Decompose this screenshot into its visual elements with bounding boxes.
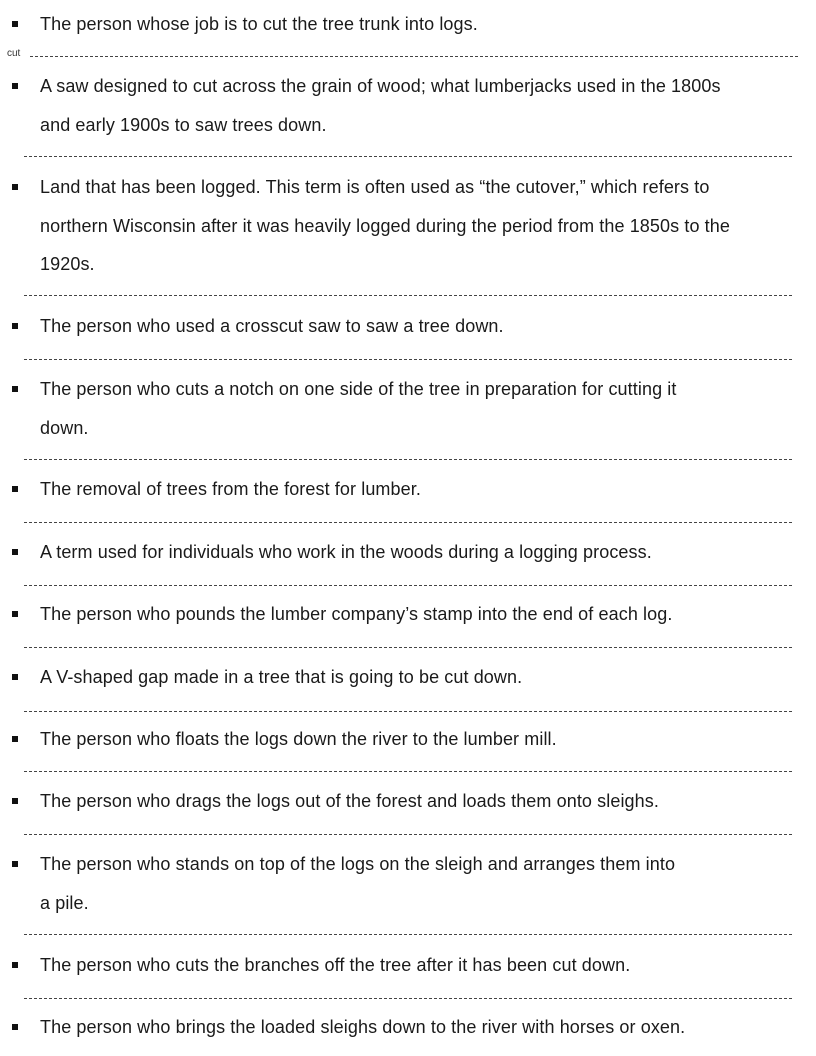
dashed-cut-line — [24, 522, 792, 523]
dashed-cut-line — [24, 711, 792, 712]
definition-text: The removal of trees from the forest for lumber. — [40, 479, 421, 499]
bullet-icon — [12, 549, 18, 555]
bullet-icon — [12, 486, 18, 492]
definition-text: The person who used a crosscut saw to saw a tree down. — [40, 316, 504, 336]
bullet-icon — [12, 1024, 18, 1030]
bullet-icon — [12, 611, 18, 617]
dashed-cut-line — [24, 647, 792, 648]
definition-text: The person who floats the logs down the river to the lumber mill. — [40, 729, 557, 749]
definition-text: The person who cuts the branches off the tree after it has been cut down. — [40, 955, 631, 975]
dashed-cut-line — [24, 585, 792, 586]
bullet-icon — [12, 323, 18, 329]
dashed-cut-line — [24, 771, 792, 772]
bullet-icon — [12, 184, 18, 190]
bullet-icon — [12, 861, 18, 867]
dashed-cut-line — [24, 359, 792, 360]
dashed-cut-line — [24, 998, 792, 999]
bullet-icon — [12, 386, 18, 392]
definition-text: A V-shaped gap made in a tree that is going to be cut down. — [40, 667, 523, 687]
definition-text: The person who brings the loaded sleighs down to the river with horses or oxen. — [40, 1017, 686, 1037]
bullet-icon — [12, 962, 18, 968]
dashed-cut-line — [30, 56, 798, 57]
cut-line-label: cut — [7, 48, 21, 59]
definition-text: A term used for individuals who work in the woods during a logging process. — [40, 542, 652, 562]
bullet-icon — [12, 674, 18, 680]
dashed-cut-line — [24, 156, 792, 157]
definition-text: The person who stands on top of the logs on the sleigh and arranges them into a pile. — [40, 854, 676, 913]
dashed-cut-line — [24, 834, 792, 835]
definition-text: The person who pounds the lumber company’s stamp into the end of each log. — [40, 604, 673, 624]
bullet-icon — [12, 83, 18, 89]
definition-text: The person whose job is to cut the tree trunk into logs. — [40, 14, 478, 34]
bullet-icon — [12, 798, 18, 804]
definition-text: The person who cuts a notch on one side of the tree in preparation for cutting it down. — [40, 379, 677, 438]
bullet-icon — [12, 736, 18, 742]
definition-text: Land that has been logged. This term is often used as “the cutover,” which refers to northern Wisconsin after it was heavily logged during the period from the 1850s to the 1920s. — [40, 177, 730, 274]
dashed-cut-line — [24, 934, 792, 935]
dashed-cut-line — [24, 459, 792, 460]
definition-text: The person who drags the logs out of the forest and loads them onto sleighs. — [40, 791, 659, 811]
bullet-icon — [12, 21, 18, 27]
dashed-cut-line — [24, 295, 792, 296]
definition-text: A saw designed to cut across the grain of wood; what lumberjacks used in the 1800s and early 1900s to saw trees down. — [40, 76, 721, 135]
